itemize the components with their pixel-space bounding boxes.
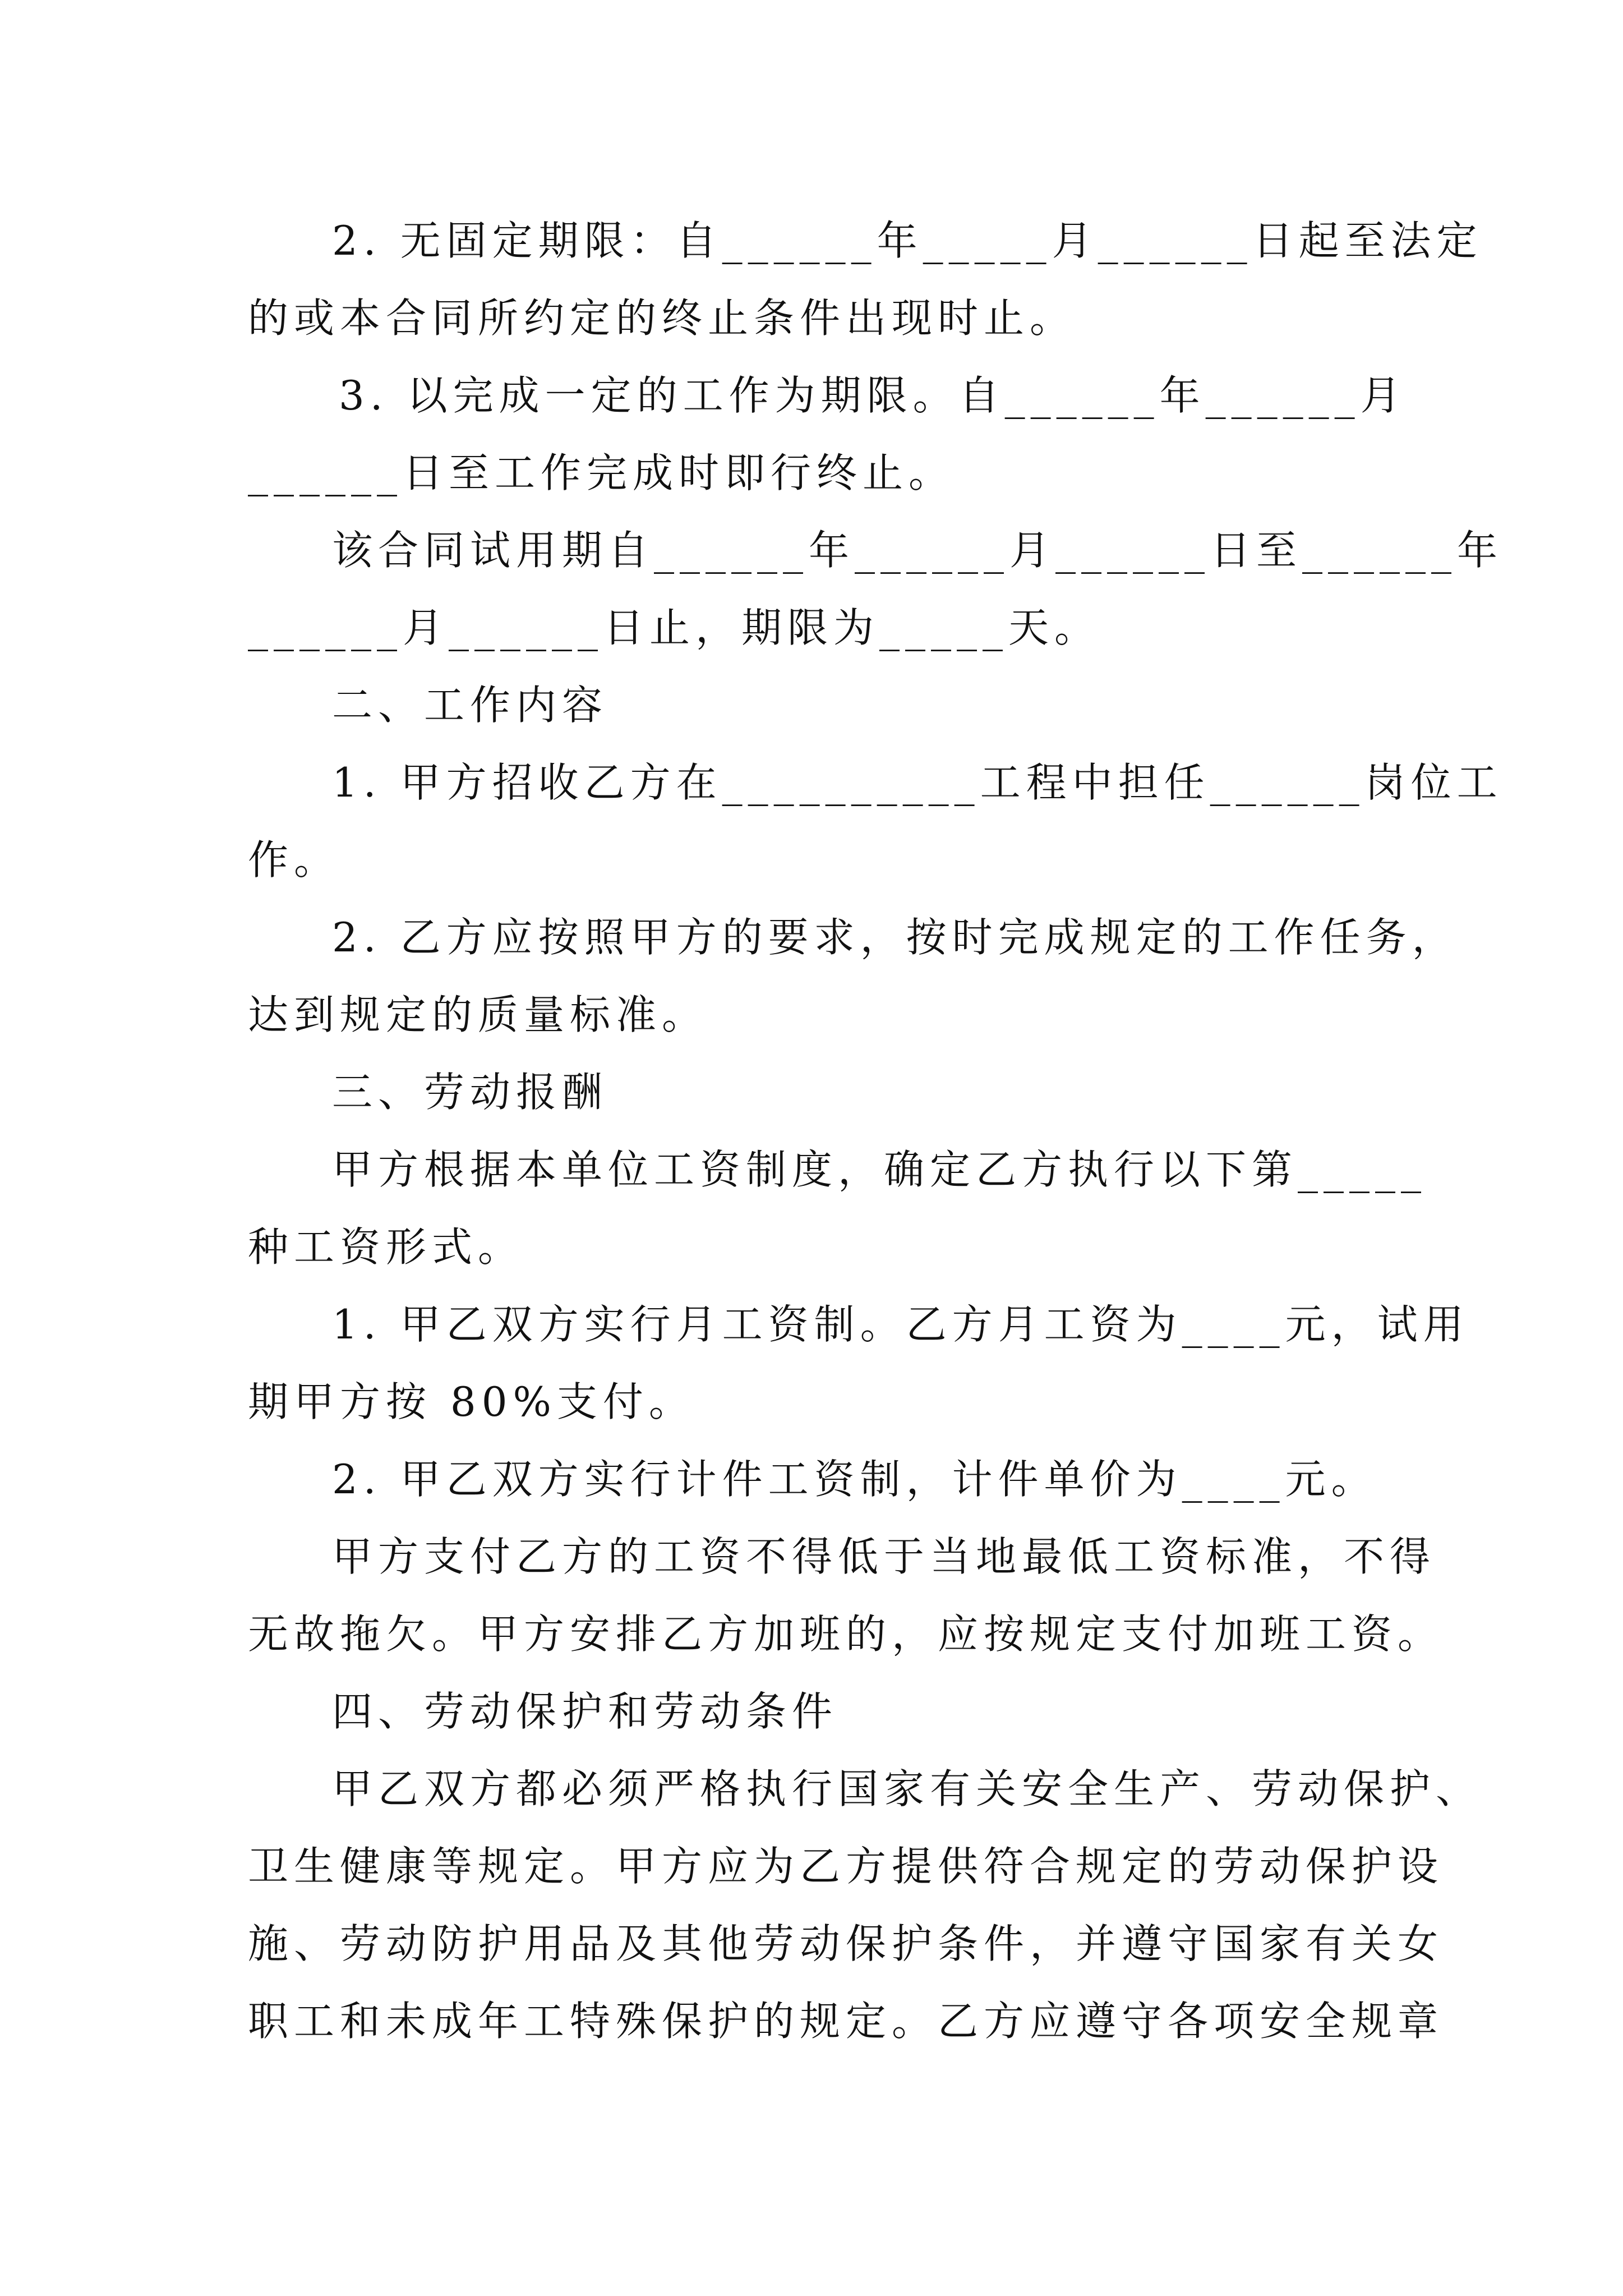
text-line: 卫生健康等规定。甲方应为乙方提供符合规定的劳动保护设: [248, 1843, 1444, 1890]
text-line: 2. 甲乙双方实行计件工资制，计件单价为____元。: [332, 1456, 1377, 1503]
section-heading: 二、工作内容: [332, 682, 608, 729]
text-line: 的或本合同所约定的终止条件出现时止。: [248, 295, 1076, 342]
text-line: 无故拖欠。甲方安排乙方加班的，应按规定支付加班工资。: [248, 1611, 1444, 1658]
text-line: 作。: [248, 836, 340, 884]
text-line: 甲乙双方都必须严格执行国家有关安全生产、劳动保护、: [332, 1765, 1482, 1812]
document-body: [248, 202, 1504, 2060]
section-heading: 三、劳动报酬: [332, 1069, 608, 1116]
text-line: 2. 无固定期限：自______年_____月______日起至法定: [332, 217, 1483, 264]
text-line: 种工资形式。: [248, 1223, 524, 1271]
text-line: 1. 甲乙双方实行月工资制。乙方月工资为____元，试用: [332, 1301, 1469, 1348]
text-line: 期甲方按 80%支付。: [248, 1378, 695, 1425]
text-line: 达到规定的质量标准。: [248, 991, 708, 1038]
text-line: ______日至工作完成时即行终止。: [248, 449, 955, 496]
text-line: 施、劳动防护用品及其他劳动保护条件，并遵守国家有关女: [248, 1920, 1444, 1967]
text-line: 甲方根据本单位工资制度，确定乙方执行以下第_____: [332, 1146, 1427, 1193]
text-line: 3. 以完成一定的工作为期限。自______年______月: [339, 372, 1407, 419]
text-line: 2. 乙方应按照甲方的要求，按时完成规定的工作任务，: [332, 914, 1458, 961]
text-line: 职工和未成年工特殊保护的规定。乙方应遵守各项安全规章: [248, 1998, 1444, 2045]
text-line: 1. 甲方招收乙方在__________工程中担任______岗位工: [332, 759, 1503, 806]
section-heading: 四、劳动保护和劳动条件: [332, 1688, 838, 1735]
text-line: 甲方支付乙方的工资不得低于当地最低工资标准，不得: [332, 1533, 1436, 1580]
text-line: 该合同试用期自______年______月______日至______年: [332, 527, 1504, 574]
text-line: ______月______日止，期限为_____天。: [248, 604, 1101, 651]
